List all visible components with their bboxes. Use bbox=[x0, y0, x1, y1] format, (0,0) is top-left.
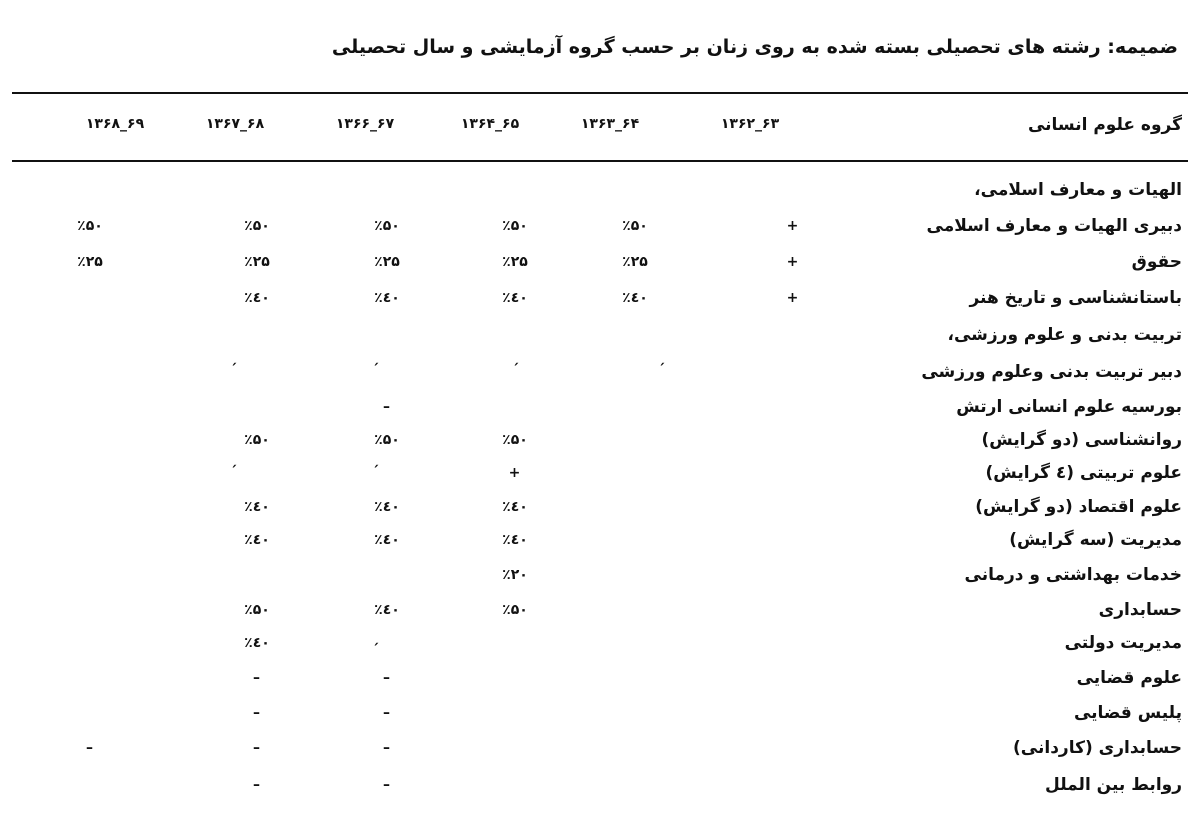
table-cell: + bbox=[508, 465, 522, 481]
table-title: ضمیمه: رشته های تحصیلی بسته شده به روی زنان بر حسب گروه آزمایشی و سال تحصیلی bbox=[331, 36, 1178, 58]
row-label: دبیری الهیات و معارف اسلامی bbox=[926, 216, 1182, 236]
table-cell: ٪٤۰ bbox=[374, 532, 400, 548]
row-label: خدمات بهداشتی و درمانی bbox=[964, 565, 1182, 585]
table-row bbox=[0, 633, 1200, 667]
table-cell: – bbox=[383, 670, 391, 686]
table-cell: – bbox=[253, 740, 261, 756]
table-cell: ٪٤۰ bbox=[374, 602, 400, 618]
tick-mark: ˏ bbox=[372, 452, 379, 468]
tick-mark: ˏ bbox=[372, 350, 379, 366]
tick-mark: ˏ bbox=[512, 350, 519, 366]
table-cell: ٪۲۵ bbox=[622, 254, 648, 270]
table-cell: ٪٤۰ bbox=[244, 532, 270, 548]
table-row bbox=[0, 325, 1200, 359]
table-cell: ٪٤۰ bbox=[622, 290, 648, 306]
tick-mark: ˏ bbox=[230, 452, 237, 468]
table-row bbox=[0, 180, 1200, 214]
row-label: پلیس قضایی bbox=[1073, 703, 1182, 723]
table-row bbox=[0, 775, 1200, 809]
table-row bbox=[0, 497, 1200, 531]
table-row bbox=[0, 397, 1200, 431]
table-cell: ٪۲۵ bbox=[244, 254, 270, 270]
table-cell: – bbox=[253, 705, 261, 721]
table-cell: ٪٤۰ bbox=[502, 532, 528, 548]
table-cell: ٪۵۰ bbox=[502, 602, 528, 618]
table-cell: ٪٤۰ bbox=[244, 635, 270, 651]
table-cell: ٪۵۰ bbox=[374, 432, 400, 448]
table-row bbox=[0, 430, 1200, 464]
table-cell: – bbox=[86, 740, 94, 756]
table-row bbox=[0, 216, 1200, 250]
table-row bbox=[0, 362, 1200, 396]
tick-mark: ˏ bbox=[230, 350, 237, 366]
table-cell: – bbox=[383, 777, 391, 793]
table-cell: ٪۵۰ bbox=[244, 602, 270, 618]
table-cell: ٪۵۰ bbox=[502, 218, 528, 234]
table-cell: ٪۵۰ bbox=[622, 218, 648, 234]
year-header: ۱۳۶۳_۶۴ bbox=[580, 116, 640, 132]
row-label: حسابداری (کاردانی) bbox=[1013, 738, 1182, 758]
table-cell: ٪۲۵ bbox=[502, 254, 528, 270]
table-cell: ٪۵۰ bbox=[502, 432, 528, 448]
table-cell: ٪۵۰ bbox=[77, 218, 103, 234]
table-cell: ٪٤۰ bbox=[244, 499, 270, 515]
row-label: تربیت بدنی و علوم ورزشی، bbox=[947, 325, 1182, 345]
tick-mark: ˏ bbox=[372, 630, 379, 646]
group-label: گروه علوم انسانی bbox=[1027, 115, 1182, 135]
row-label: بورسیه علوم انسانی ارتش bbox=[956, 397, 1182, 417]
table-cell: – bbox=[253, 670, 261, 686]
table-cell: – bbox=[253, 777, 261, 793]
table-cell: ٪۲۰ bbox=[502, 567, 528, 583]
table-cell: + bbox=[786, 218, 800, 234]
table-cell: + bbox=[786, 290, 800, 306]
table-row bbox=[0, 565, 1200, 599]
row-label: روانشناسی (دو گرایش) bbox=[981, 430, 1182, 450]
table-cell: ٪۲۵ bbox=[77, 254, 103, 270]
table-row bbox=[0, 738, 1200, 772]
row-label: حسابداری bbox=[1098, 600, 1182, 620]
table-cell: ٪٤۰ bbox=[244, 290, 270, 306]
table-cell: ٪۵۰ bbox=[244, 218, 270, 234]
table-cell: ٪۵۰ bbox=[244, 432, 270, 448]
table-cell: ٪٤۰ bbox=[502, 499, 528, 515]
top-rule bbox=[12, 92, 1188, 94]
bottom-rule bbox=[12, 160, 1188, 162]
table-cell: + bbox=[786, 254, 800, 270]
table-cell: ٪٤۰ bbox=[374, 499, 400, 515]
row-label: علوم قضایی bbox=[1076, 668, 1182, 688]
table-row bbox=[0, 530, 1200, 564]
table-row bbox=[0, 252, 1200, 286]
table-cell: – bbox=[383, 399, 391, 415]
table-row bbox=[0, 668, 1200, 702]
table-cell: ٪۵۰ bbox=[374, 218, 400, 234]
table-row bbox=[0, 463, 1200, 497]
tick-mark: ˏ bbox=[658, 350, 665, 366]
row-label: الهیات و معارف اسلامی، bbox=[974, 180, 1182, 200]
row-label: حقوق bbox=[1131, 252, 1182, 272]
row-label: علوم اقتصاد (دو گرایش) bbox=[975, 497, 1182, 517]
table-cell: ٪٤۰ bbox=[374, 290, 400, 306]
year-header: ۱۳۶۲_۶۳ bbox=[720, 116, 780, 132]
table-cell: – bbox=[383, 740, 391, 756]
table-row bbox=[0, 703, 1200, 737]
year-header: ۱۳۶۷_۶۸ bbox=[205, 116, 265, 132]
table-cell: – bbox=[383, 705, 391, 721]
table-cell: ٪۲۵ bbox=[374, 254, 400, 270]
row-label: دبیر تربیت بدنی وعلوم ورزشی bbox=[921, 362, 1182, 382]
year-header: ۱۳۶۴_۶۵ bbox=[460, 116, 520, 132]
table-cell: ٪٤۰ bbox=[502, 290, 528, 306]
row-label: علوم تربیتی (٤ گرایش) bbox=[985, 463, 1182, 483]
row-label: روابط بین الملل bbox=[1045, 775, 1182, 795]
table-row bbox=[0, 600, 1200, 634]
year-header: ۱۳۶۶_۶۷ bbox=[335, 116, 395, 132]
row-label: مدیریت (سه گرایش) bbox=[1009, 530, 1182, 550]
row-label: مدیریت دولتی bbox=[1064, 633, 1182, 653]
row-label: باستانشناسی و تاریخ هنر bbox=[969, 288, 1182, 308]
year-header: ۱۳۶۸_۶۹ bbox=[85, 116, 145, 132]
table-row bbox=[0, 288, 1200, 322]
